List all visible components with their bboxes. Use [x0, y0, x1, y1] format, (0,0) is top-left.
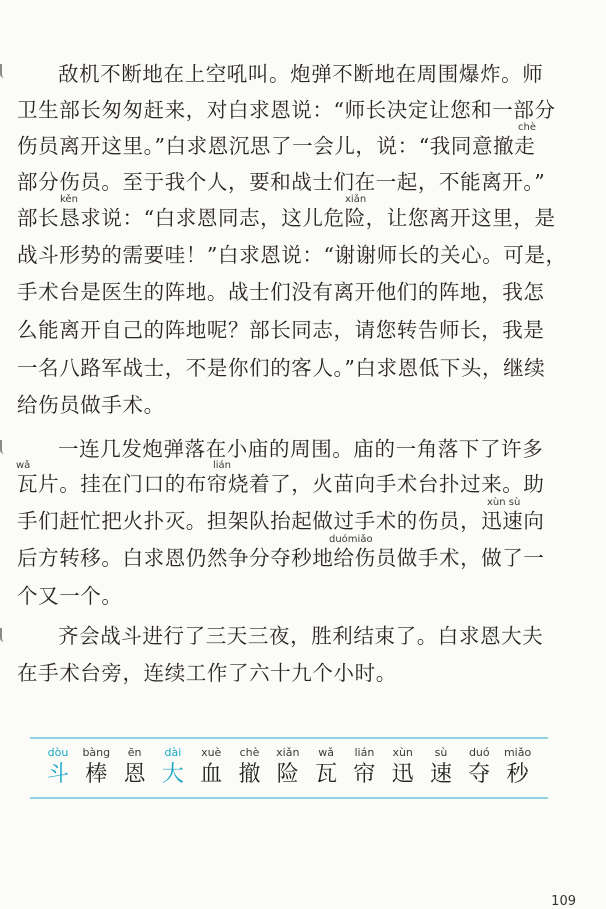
text-line: 卫生部长匆匆赶来，对白求恩说：“师长决定让您和一部分 — [17, 98, 556, 122]
text-line: 在手术台旁，连续工作了六十九个小时。 — [17, 661, 397, 685]
vocab-character: 迅 — [391, 762, 414, 787]
text-line: 手们赶忙把火扑灭。担架队抬起做过手术的伤员，迅速向 — [17, 509, 545, 533]
vocab-item — [191, 746, 231, 790]
text-line: 手术台是医生的阵地。战士们没有离开他们的阵地，我怎 — [17, 280, 545, 304]
vocab-item — [421, 746, 461, 790]
vocab-item — [76, 746, 116, 790]
vocab-item — [268, 746, 308, 790]
vocab-item — [344, 746, 384, 790]
text-line: 战斗形势的需要哇！”白求恩说：“谢谢师长的关心。可是， — [17, 243, 567, 267]
text-line: 伤员离开这里。”白求恩沉思了一会儿，说：“我同意撤走 — [17, 134, 536, 158]
pinyin-annotation: lián — [213, 460, 232, 471]
paragraph-marker — [0, 64, 7, 78]
pinyin-annotation: chè — [518, 122, 536, 133]
vocab-character: 斗 — [46, 762, 69, 787]
vocab-character: 瓦 — [315, 762, 338, 787]
vocab-pinyin: xùn — [392, 746, 413, 759]
pinyin-annotation: duómiǎo — [329, 534, 373, 545]
vocab-border-bottom — [30, 797, 548, 799]
vocab-item — [230, 746, 270, 790]
vocab-pinyin: bàng — [82, 746, 111, 759]
text-line: 一名八路军战士，不是你们的客人。”白求恩低下头，继续 — [17, 356, 546, 380]
text-line: 后方转移。白求恩仍然争分夺秒地给伤员做手术，做了一 — [17, 546, 545, 570]
text-line: 么能离开自己的阵地呢？部长同志，请您转告师长，我是 — [17, 318, 545, 342]
pinyin-annotation: xiǎn — [345, 194, 367, 205]
vocab-item — [459, 746, 499, 790]
vocab-character: 速 — [429, 762, 452, 787]
vocab-character: 血 — [200, 762, 223, 787]
paragraph-marker — [0, 628, 7, 642]
vocab-pinyin: chè — [239, 746, 260, 759]
vocab-pinyin: wǎ — [318, 746, 334, 759]
vocab-character: 大 — [161, 762, 184, 787]
vocab-item — [153, 746, 193, 790]
vocab-character: 帘 — [353, 762, 376, 787]
vocab-pinyin: miǎo — [503, 746, 532, 759]
vocab-character: 棒 — [85, 762, 108, 787]
text-line: 敌机不断地在上空吼叫。炮弹不断地在周围爆炸。师 — [58, 62, 544, 86]
vocab-character: 撤 — [238, 762, 261, 787]
vocab-pinyin: duó — [468, 746, 490, 759]
pinyin-annotation: xùn sù — [487, 497, 521, 508]
vocab-item — [498, 746, 538, 790]
vocab-border-top — [30, 737, 548, 739]
vocab-character: 夺 — [468, 762, 491, 787]
vocab-item — [383, 746, 423, 790]
vocab-item — [115, 746, 155, 790]
paragraph-marker — [0, 440, 7, 454]
text-line: 一连几发炮弹落在小庙的周围。庙的一角落下了许多 — [58, 437, 544, 461]
text-line: 给伤员做手术。 — [17, 393, 165, 417]
text-line: 瓦片。挂在门口的布帘烧着了，火苗向手术台扑过来。助 — [17, 472, 545, 496]
vocab-pinyin: lián — [354, 746, 375, 759]
vocab-character: 秒 — [506, 762, 529, 787]
vocab-pinyin: xuè — [201, 746, 222, 759]
vocab-item — [38, 746, 78, 790]
text-line: 部分伤员。至于我个人，要和战士们在一起，不能离开。” — [17, 170, 546, 194]
vocab-character: 险 — [276, 762, 299, 787]
vocab-pinyin: dòu — [47, 746, 69, 759]
text-line: 齐会战斗进行了三天三夜，胜利结束了。白求恩大夫 — [58, 624, 544, 648]
vocab-item — [306, 746, 346, 790]
text-line: 个又一个。 — [17, 584, 123, 608]
vocab-character: 恩 — [123, 762, 146, 787]
pinyin-annotation: kěn — [60, 194, 78, 205]
vocab-pinyin: xiǎn — [276, 746, 300, 759]
pinyin-annotation: wǎ — [16, 460, 31, 471]
vocab-pinyin: dài — [164, 746, 182, 759]
text-line: 部长恳求说：“白求恩同志，这儿危险，让您离开这里，是 — [17, 206, 556, 230]
vocab-pinyin: sù — [434, 746, 448, 759]
page-number: 109 — [551, 894, 576, 909]
vocab-pinyin: ēn — [127, 746, 142, 759]
